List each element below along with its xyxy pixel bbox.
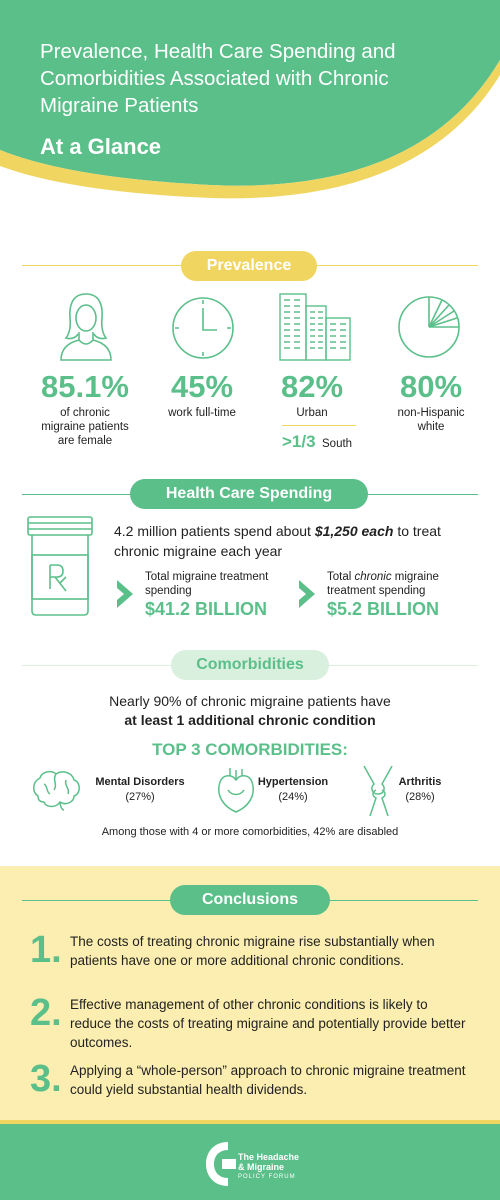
stat-south [282,432,372,452]
page-subtitle: At a Glance [40,134,162,159]
logo-line3: POLICY FORUM [238,1174,296,1180]
comorbidities-footnote: Among those with 4 or more comorbidities, 42% are disabled [101,826,399,838]
conclusion-text: The costs of treating chronic migraine rise substantially when patients have one or more additional chronic conditions. [70,934,435,968]
top-comorbidities-heading: TOP 3 COMORBIDITIES: [152,740,348,759]
comorbidity-mental-name: Mental Disorders [95,776,185,788]
stat-white-value: 80% [399,369,463,404]
stat-urban-value: 82% [280,369,344,404]
stat-fulltime [143,370,261,420]
chronic-spending-label [327,570,477,598]
comorbidities-line1: Nearly 90% of chronic migraine patients have [109,693,391,709]
chronic-label-italic: chronic [354,571,392,583]
female-person-icon [57,290,115,362]
chronic-label-prefix: Total [327,571,355,583]
spending-intro-bold: $1,250 each [314,523,394,539]
comorbidity-mental-pct: (27%) [125,791,155,803]
stat-south-value: >1/3 [282,432,316,451]
stat-female-value: 85.1% [41,369,129,404]
chronic-spending-value: $5.2 BILLION [327,599,440,619]
conclusion-number: 3. [30,1058,62,1100]
conclusion-text: Effective management of other chronic conditions is likely to reduce the costs of treating migraine and potentially provide better outcomes. [70,997,466,1050]
stat-urban-label: Urban [296,407,328,419]
total-spending-label: Total migraine treatment spending [145,571,269,597]
comorbidity-arthritis [385,775,455,805]
comorbidities-heading: Comorbidities [171,650,329,680]
conclusion-number: 1. [30,929,62,971]
stat-fulltime-label: work full-time [168,407,236,419]
comorbidity-hypertension [248,775,338,805]
footer-logo-text [238,1152,299,1182]
logo-line1: The Headache [238,1152,300,1162]
spending-intro-suffix: to treat chronic migraine each year [114,523,441,559]
pie-icon [395,293,463,361]
stat-south-label: South [322,438,353,450]
conclusion-text: Applying a “whole-person” approach to chronic migraine treatment could yield substantial health dividends. [70,1063,466,1097]
comorbidity-hypertension-name: Hypertension [257,776,329,788]
buildings-icon [278,292,352,362]
comorbidity-hypertension-pct: (24%) [278,791,308,803]
stat-fulltime-value: 45% [170,369,234,404]
chevron-right-icon [115,578,135,610]
chronic-label-suffix: migraine treatment spending [327,571,439,597]
prevalence-heading: Prevalence [181,251,317,281]
comorbidity-arthritis-name: Arthritis [398,776,442,788]
spending-intro-prefix: 4.2 million patients spend about [114,523,315,539]
pill-bottle-icon [24,515,96,617]
footer [0,1120,500,1200]
header-banner [0,0,500,205]
urban-divider [282,425,356,426]
conclusion-number: 2. [30,992,62,1034]
stat-female-label: of chronic migraine patients are female [41,407,129,447]
brain-icon [30,768,82,812]
spending-heading: Health Care Spending [130,479,368,509]
logo-line2: & Migraine [238,1162,285,1172]
total-spending [145,570,285,620]
stat-white [376,370,486,434]
page-title: Prevalence, Health Care Spending and Comorbidities Associated with Chronic Migraine Patients [40,40,396,117]
spending-intro [114,521,484,561]
stat-white-label: non-Hispanic white [397,407,465,433]
stat-urban [262,370,362,420]
chronic-spending [327,570,477,620]
stat-female [20,370,150,448]
clock-icon [170,295,236,361]
chevron-right-icon [297,578,317,610]
conclusions-heading: Conclusions [170,885,330,915]
comorbidities-line2: at least 1 additional chronic condition [124,712,376,728]
forum-logo-icon [204,1140,238,1188]
comorbidity-mental [85,775,195,805]
total-spending-value: $41.2 BILLION [145,599,268,619]
comorbidity-arthritis-pct: (28%) [405,791,435,803]
